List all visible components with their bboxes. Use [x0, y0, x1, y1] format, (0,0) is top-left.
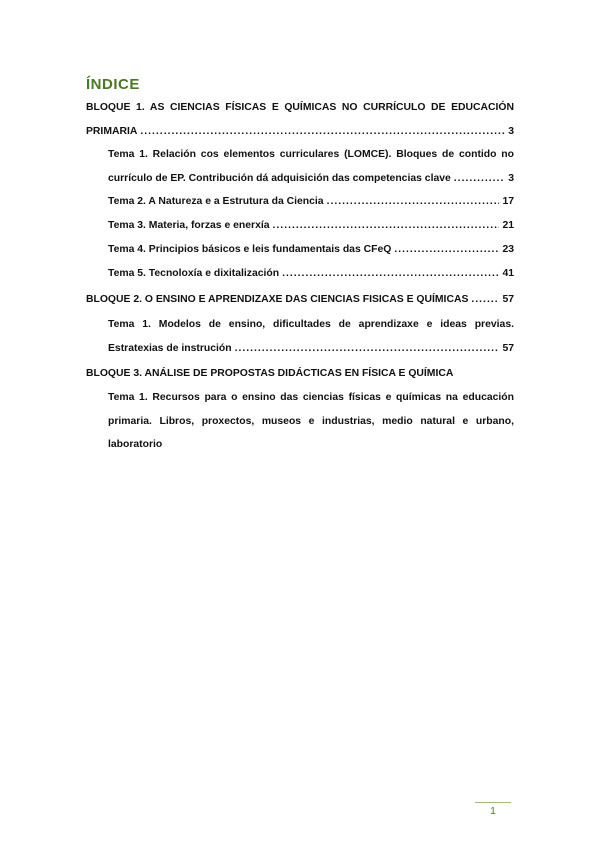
dot-leader	[327, 190, 500, 214]
toc-entry-block-1[interactable]	[86, 96, 514, 143]
toc-entry-text: BLOQUE 3. ANÁLISE DE PROPOSTAS DIDÁCTICAS EN FÍSICA E QUÍMICA	[86, 368, 454, 379]
dot-leader	[140, 120, 505, 144]
toc-entry-line	[86, 362, 514, 386]
toc-entry-text: primaria. Libros, proxectos, museos e industrias, medio natural e urbano,	[108, 415, 514, 427]
dot-leader	[471, 288, 499, 312]
toc-entry-text: currículo de EP. Contribución dá adquisición das competencias clave	[108, 172, 451, 184]
toc-page-number: 17	[502, 196, 514, 207]
toc-entry-text: Estratexias de instrución	[108, 342, 232, 354]
toc-entry-block-3-tema-1[interactable]	[108, 386, 514, 457]
dot-leader	[394, 238, 499, 262]
toc-entry-text: Tema 5. Tecnoloxía e dixitalización	[108, 268, 280, 279]
toc-entry-line	[108, 337, 514, 361]
toc-page-number: 57	[502, 342, 514, 354]
toc-page-number: 21	[502, 220, 514, 231]
toc-entry-text: Tema 1. Modelos de ensino, dificultades de aprendizaxe e ideas previas.	[108, 319, 514, 330]
toc-entry-text: Tema 1. Recursos para o ensino das ciencias físicas e químicas na educación	[108, 392, 514, 403]
page-number: 1	[490, 806, 496, 817]
toc-page-number: 41	[502, 268, 514, 279]
footer-rule	[475, 802, 511, 803]
toc-entry-line	[108, 238, 514, 262]
toc-entry-block-3[interactable]	[86, 362, 514, 386]
toc-entry-tema-2[interactable]	[108, 190, 514, 214]
toc-entry-tema-1[interactable]	[108, 143, 514, 190]
toc-page-number: 3	[508, 172, 514, 184]
toc-entry-block-2[interactable]	[86, 288, 514, 312]
toc-entry-text: PRIMARIA	[86, 125, 138, 137]
toc-page-number: 3	[508, 125, 514, 137]
toc-entry-text: Tema 4. Principios básicos e leis fundamentais das CFeQ	[108, 244, 392, 255]
toc-page-number: 23	[502, 244, 514, 255]
toc-entry-line	[108, 214, 514, 238]
toc-entry-tema-4[interactable]	[108, 238, 514, 262]
dot-leader	[235, 337, 500, 361]
dot-leader	[454, 167, 505, 191]
index-title: ÍNDICE	[86, 76, 140, 93]
toc-entry-line	[86, 288, 514, 312]
toc-entry-block-2-tema-1[interactable]	[108, 313, 514, 360]
toc-entry-line	[86, 120, 514, 144]
toc-entry-text: BLOQUE 2. O ENSINO E APRENDIZAXE DAS CIENCIAS FISICAS E QUÍMICAS	[86, 294, 469, 305]
toc-entry-tema-3[interactable]	[108, 214, 514, 238]
toc-entry-text: Tema 3. Materia, forzas e enerxía	[108, 220, 270, 231]
toc-entry-line	[108, 190, 514, 214]
toc-entry-text: Tema 2. A Natureza e a Estrutura da Ciencia	[108, 196, 324, 207]
toc-entry-text: laboratorio	[108, 439, 163, 450]
toc-entry-text: BLOQUE 1. AS CIENCIAS FÍSICAS E QUÍMICAS NO CURRÍCULO DE EDUCACIÓN	[86, 102, 514, 113]
dot-leader	[282, 262, 499, 286]
dot-leader	[273, 214, 500, 238]
toc-entry-text: Tema 1. Relación cos elementos curriculares (LOMCE). Bloques de contido no	[108, 149, 514, 160]
toc-page-number: 57	[502, 294, 514, 305]
toc-entry-line	[108, 262, 514, 286]
toc-entry-line	[108, 167, 514, 191]
toc-entry-tema-5[interactable]	[108, 262, 514, 286]
